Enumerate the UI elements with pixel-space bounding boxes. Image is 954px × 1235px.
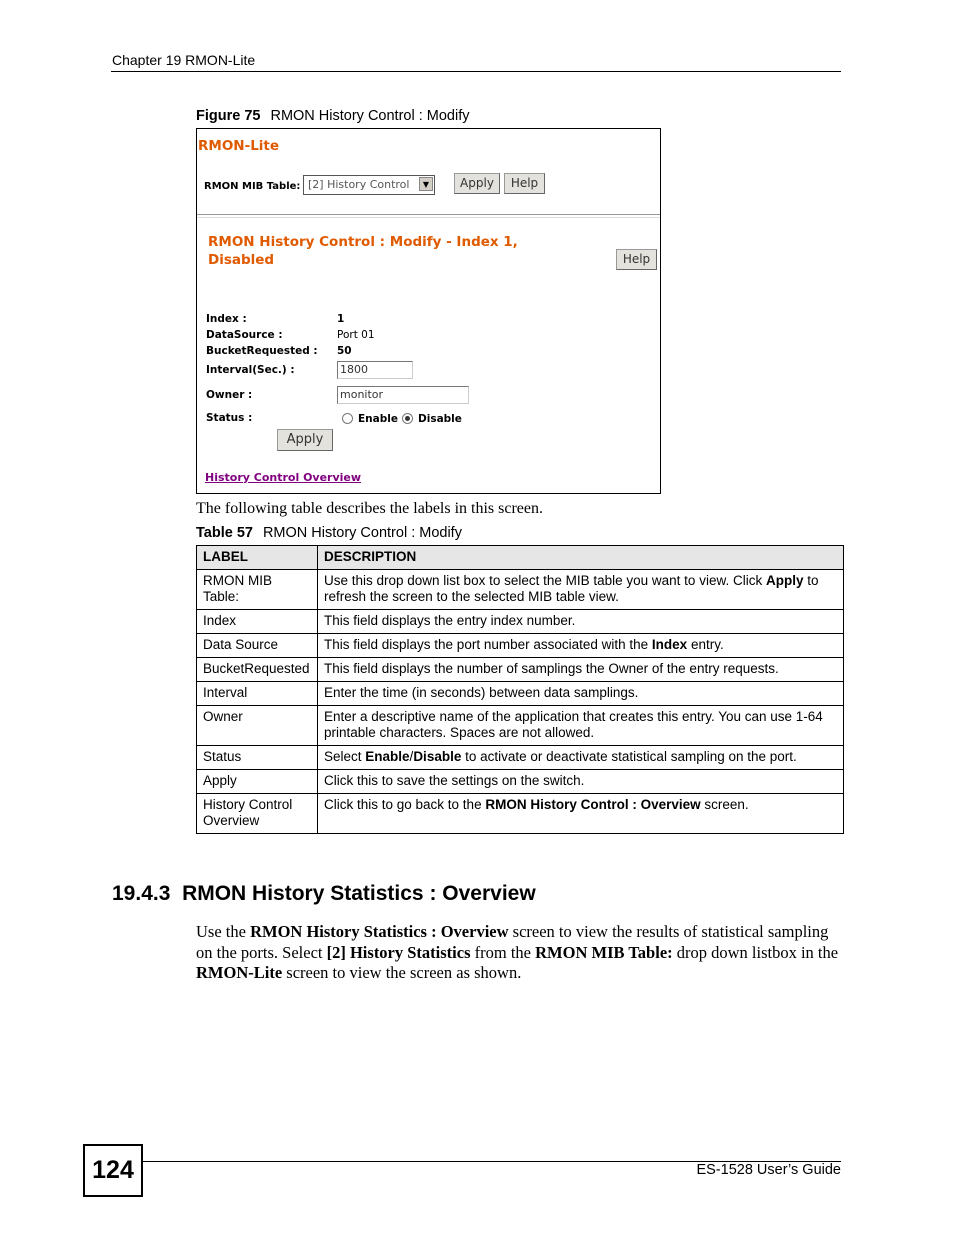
status-enable-radio[interactable] [342,413,353,424]
row-description: This field displays the entry index number. [318,610,844,634]
chevron-down-icon: ▼ [419,177,433,191]
bucket-label: BucketRequested : [206,345,318,357]
row-description: Click this to go back to the RMON History Control : Overview screen. [318,794,844,834]
section-number: 19.4.3 [112,882,171,905]
table-header-row [197,546,844,570]
row-label: RMON MIB Table: [197,570,318,610]
mib-table-label: RMON MIB Table: [204,181,301,192]
interval-input[interactable]: 1800 [337,361,413,379]
table-row [197,794,844,834]
row-label: Apply [197,770,318,794]
index-value: 1 [337,313,345,325]
history-control-overview-link[interactable]: History Control Overview [205,471,362,484]
section-title: RMON History Statistics : Overview [182,882,536,905]
figure-label: Figure 75 [196,108,261,124]
modify-help-button[interactable]: Help [616,249,657,270]
table-row [197,610,844,634]
header-rule [111,71,841,72]
row-label: Owner [197,706,318,746]
row-label: Status [197,746,318,770]
row-description: Enter a descriptive name of the application that creates this entry. You can use 1-64 printable characters. Spaces are not allowed. [318,706,844,746]
header-description: DESCRIPTION [318,546,844,570]
figure-title: RMON History Control : Modify [270,108,470,124]
row-description: This field displays the port number associated with the Index entry. [318,634,844,658]
help-button[interactable]: Help [504,173,545,194]
intro-text: The following table describes the labels in this screen. [196,500,544,517]
status-label: Status : [206,412,253,424]
table-label: Table 57 [196,525,253,541]
row-description: This field displays the number of samplings the Owner of the entry requests. [318,658,844,682]
row-description: Select Enable/Disable to activate or deactivate statistical sampling on the port. [318,746,844,770]
guide-title: ES-1528 User’s Guide [696,1162,841,1178]
row-label: History Control Overview [197,794,318,834]
section-divider [197,214,660,218]
interval-label: Interval(Sec.) : [206,364,295,376]
screenshot-frame [196,128,661,494]
row-label: BucketRequested [197,658,318,682]
status-disable-radio[interactable] [402,413,413,424]
owner-input[interactable]: monitor [337,386,469,404]
table-row [197,682,844,706]
index-label: Index : [206,313,247,325]
table-row [197,770,844,794]
figure-caption [196,108,469,124]
owner-label: Owner : [206,389,253,401]
status-disable-label: Disable [418,413,462,425]
table-caption [196,525,462,541]
section-paragraph: Use the RMON History Statistics : Overview screen to view the results of statistical sampling on the ports. Select [2] History Statistics from the RMON MIB Table: drop down listbox in the RMON-Lite screen to view the screen as shown. [196,922,839,982]
header-label: LABEL [197,546,318,570]
modify-title: RMON History Control : Modify - Index 1, Disabled [208,234,518,268]
table-row [197,746,844,770]
description-table [196,545,844,834]
row-description: Click this to save the settings on the switch. [318,770,844,794]
form-apply-button[interactable]: Apply [277,429,333,451]
datasource-label: DataSource : [206,329,283,341]
table-row [197,570,844,610]
mib-table-value: [2] History Control [308,178,410,191]
bucket-value: 50 [337,345,352,357]
app-title: RMON-Lite [198,138,280,154]
chapter-header: Chapter 19 RMON-Lite [112,52,256,68]
table-title: RMON History Control : Modify [262,525,462,541]
row-label: Data Source [197,634,318,658]
table-row [197,634,844,658]
row-description: Use this drop down list box to select the MIB table you want to view. Click Apply to refresh the screen to the selected MIB table view. [318,570,844,610]
row-label: Interval [197,682,318,706]
row-label: Index [197,610,318,634]
mib-table-select[interactable] [303,175,435,195]
status-enable-label: Enable [358,413,398,425]
apply-button[interactable]: Apply [454,173,500,194]
section-heading [112,882,536,906]
table-row [197,658,844,682]
datasource-value: Port 01 [337,329,375,341]
page-number: 124 [83,1144,143,1197]
table-row [197,706,844,746]
row-description: Enter the time (in seconds) between data samplings. [318,682,844,706]
